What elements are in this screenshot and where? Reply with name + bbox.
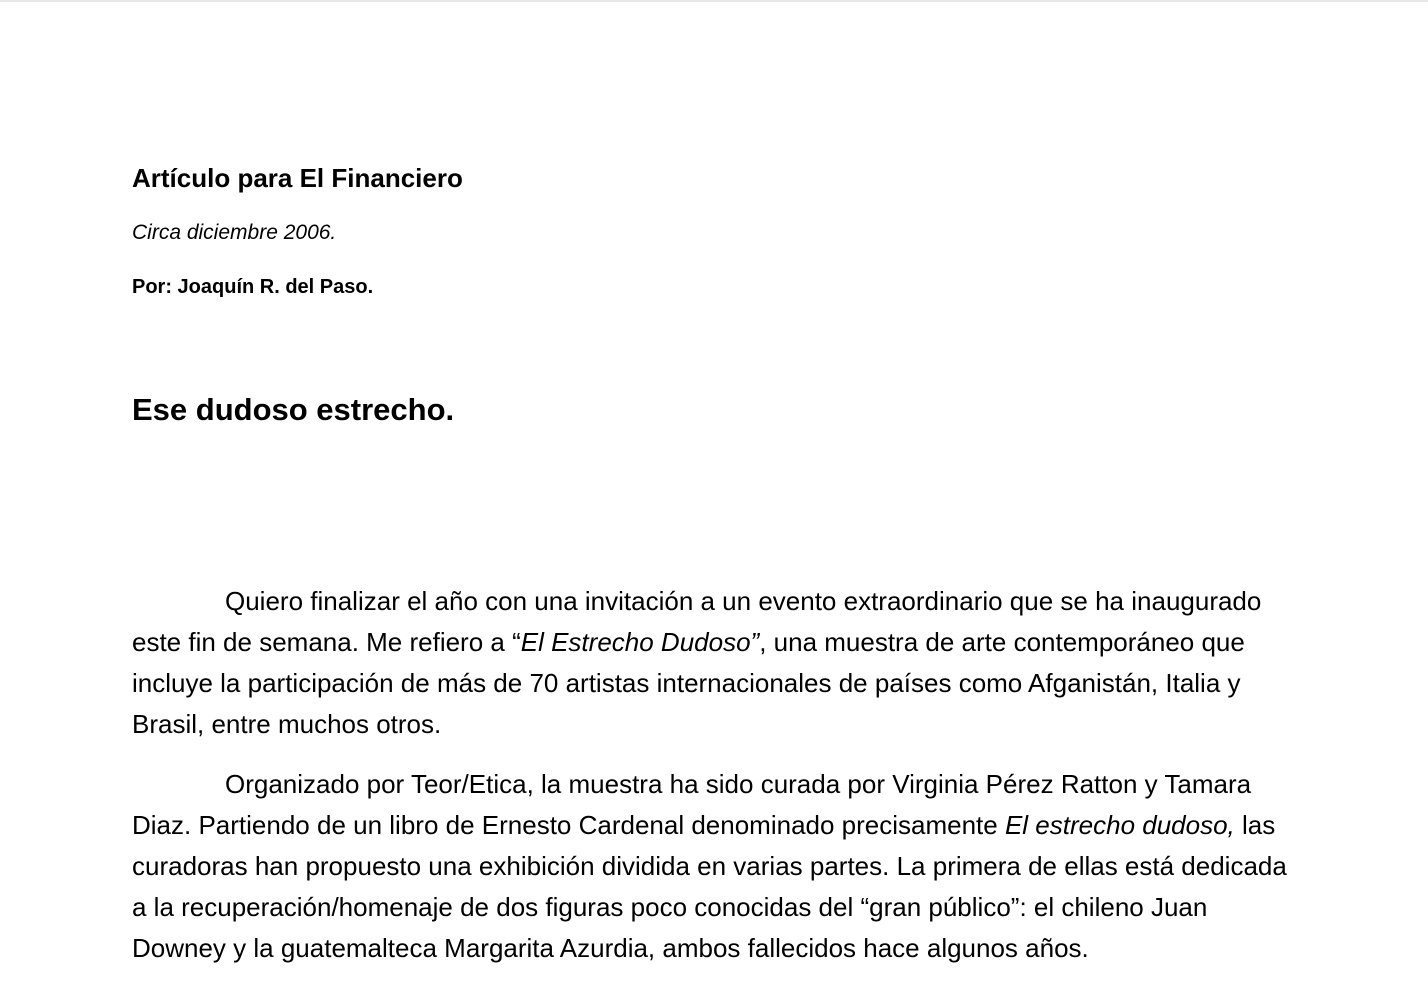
article-date: Circa diciembre 2006.: [132, 221, 337, 244]
article-body: [132, 581, 1292, 969]
paragraph-2-text-a: Organizado por Teor/Etica, la muestra ha sido curada por Virginia Pérez Ratton y Tamara Diaz. Partiendo de un libro de Ernesto Cardenal denominado precisamente: [132, 769, 1252, 840]
paragraph-1: [132, 581, 1292, 745]
article-heading: Artículo para El Financiero: [132, 163, 463, 193]
article-byline: Por: Joaquín R. del Paso.: [132, 276, 374, 298]
paragraph-2: [132, 764, 1292, 969]
article-title: Ese dudoso estrecho.: [132, 392, 455, 427]
paragraph-1-italic: El Estrecho Dudoso”: [520, 627, 760, 657]
paragraph-1-text-a: Quiero finalizar el año con una invitación a un evento extraordinario que se ha inaugurado este fin de semana. Me refiero a “: [132, 586, 1262, 657]
document-content: [132, 160, 1292, 988]
paragraph-2-text-b: las curadoras han propuesto una exhibición dividida en varias partes. La primera de ellas está dedicada a la recuperación/homenaje de dos figuras poco conocidas del “gran público”: el chileno Juan Downey y la guatemalteca Margarita Azurdia, ambos fallecidos hace algunos años.: [132, 810, 1287, 963]
paragraph-2-italic: El estrecho dudoso,: [1004, 810, 1235, 840]
paragraph-1-text-b: , una muestra de arte contemporáneo que incluye la participación de más de 70 artistas internacionales de países como Afganistán, Italia y Brasil, entre muchos otros.: [132, 627, 1245, 739]
